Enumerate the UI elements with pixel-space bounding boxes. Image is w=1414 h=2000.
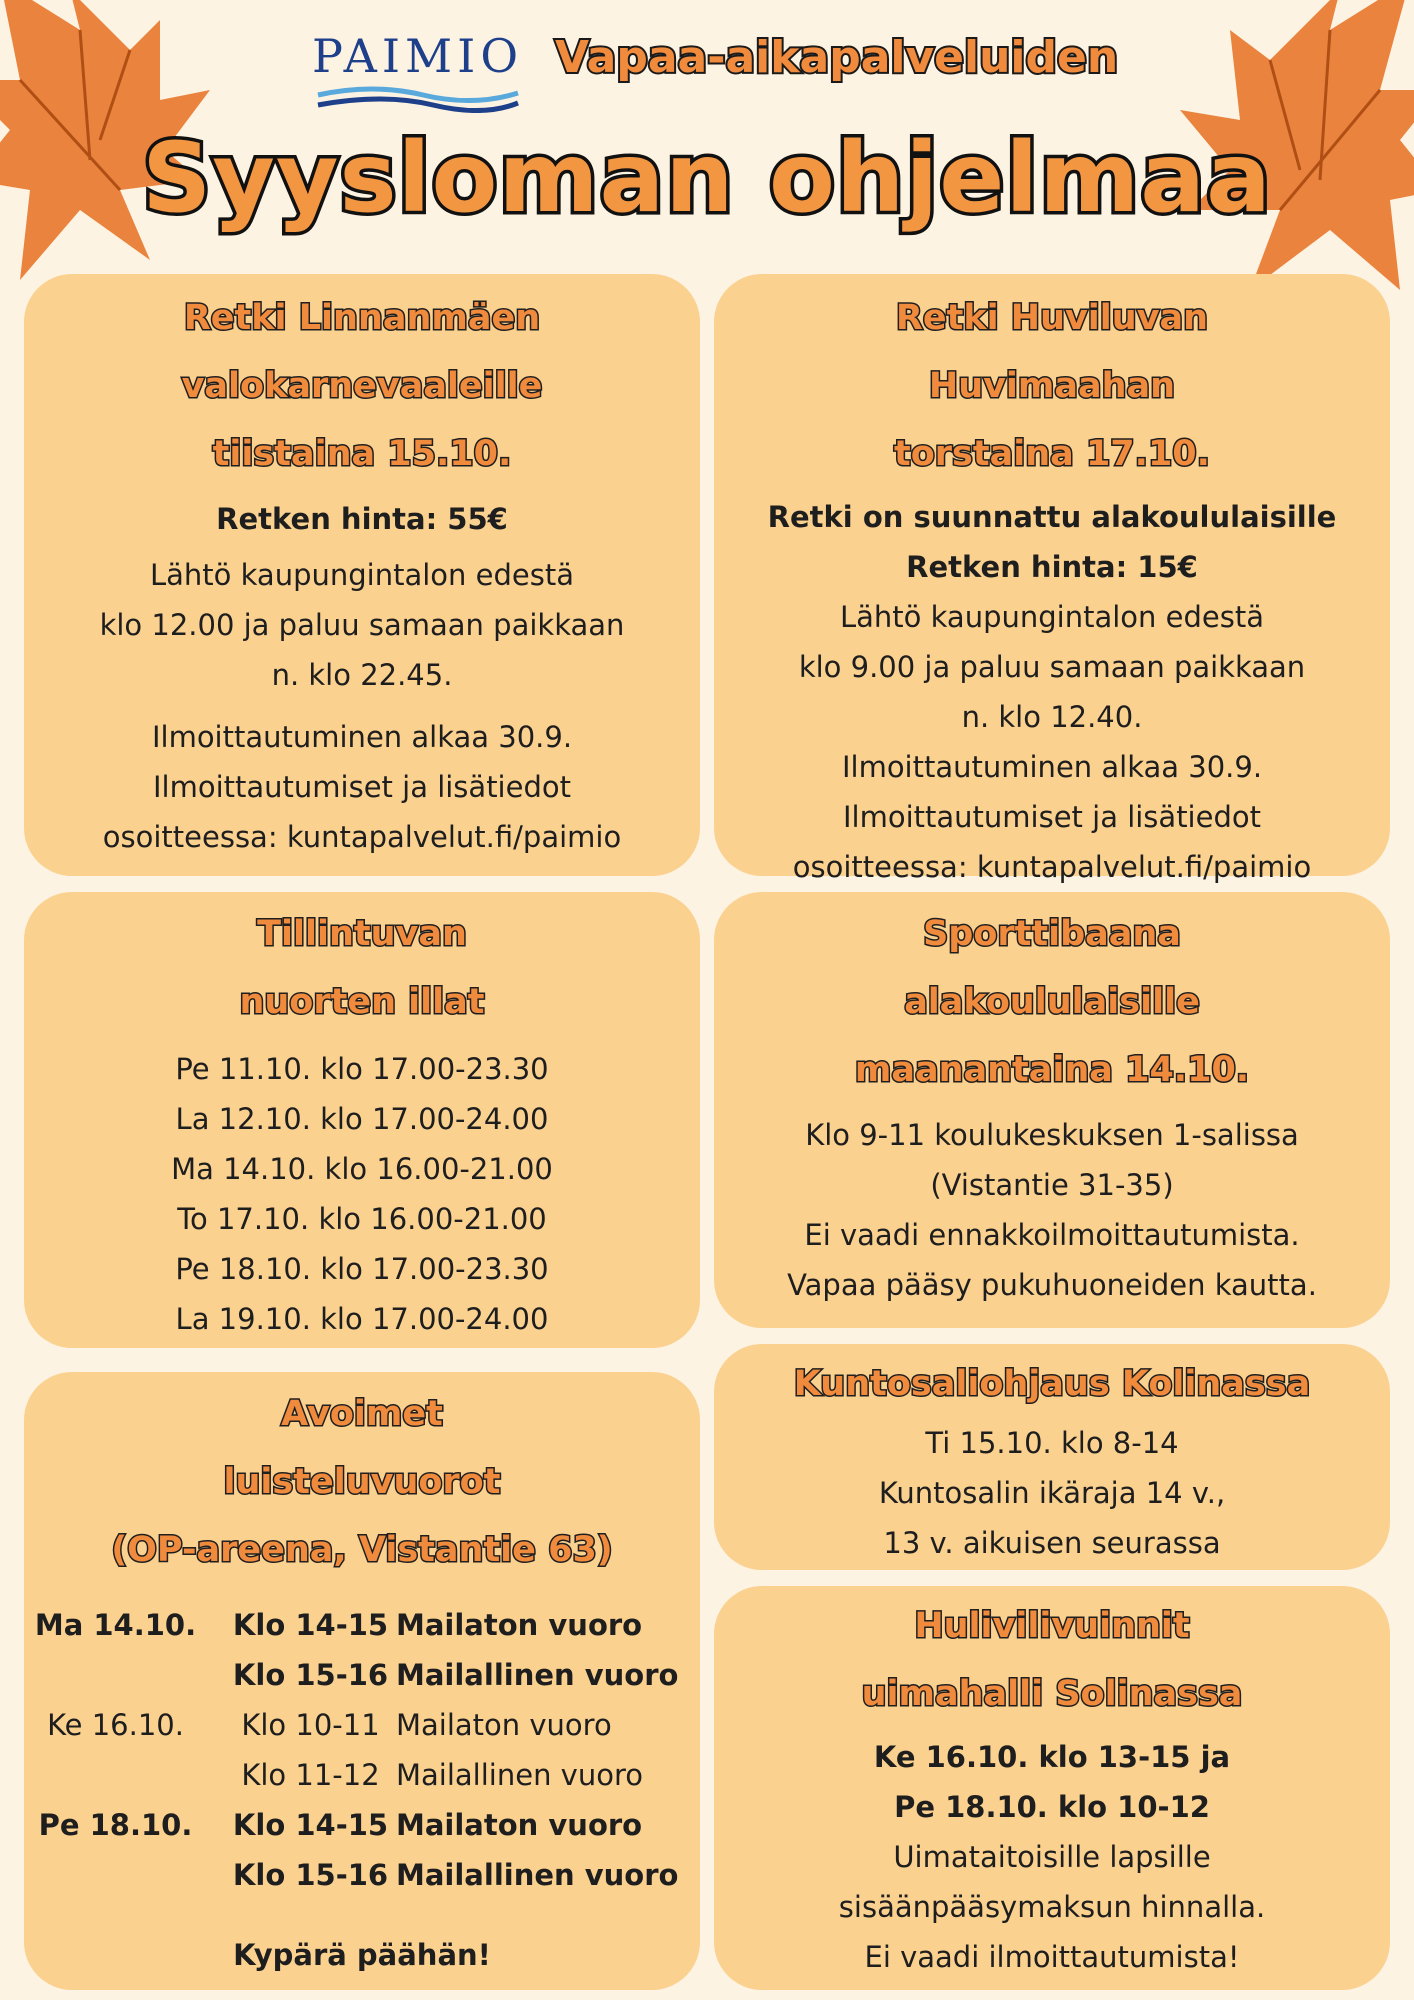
card-heading: uimahalli Solinassa xyxy=(861,1674,1243,1714)
schedule-slot: Mailaton vuoro xyxy=(396,1808,643,1842)
schedule-slot: Mailallinen vuoro xyxy=(396,1858,679,1892)
schedule-slot: Mailallinen vuoro xyxy=(396,1658,679,1692)
schedule-slot: Mailaton vuoro xyxy=(396,1708,612,1742)
info-line: 13 v. aikuisen seurassa xyxy=(883,1526,1221,1560)
schedule-row xyxy=(18,1750,698,1800)
schedule-day: Ma 14.10. xyxy=(34,1608,197,1642)
info-line: (Vistantie 31-35) xyxy=(930,1168,1174,1202)
info-line: Vapaa pääsy pukuhuoneiden kautta. xyxy=(787,1268,1317,1302)
price: Retken hinta: 15€ xyxy=(906,550,1198,584)
card-heading: luisteluvuorot xyxy=(223,1462,501,1502)
time-line: La 19.10. klo 17.00-24.00 xyxy=(175,1302,549,1336)
schedule-row xyxy=(18,1600,698,1650)
time-line: Pe 11.10. klo 17.00-23.30 xyxy=(175,1052,549,1086)
info-line: Ti 15.10. klo 8-14 xyxy=(925,1426,1179,1460)
info-line: sisäänpääsymaksun hinnalla. xyxy=(838,1890,1266,1924)
card-heading: nuorten illat xyxy=(239,982,485,1022)
time-line: Ma 14.10. klo 16.00-21.00 xyxy=(171,1152,553,1186)
schedule-time: Klo 14-15 xyxy=(232,1608,389,1642)
time-line: Pe 18.10. klo 17.00-23.30 xyxy=(175,1252,549,1286)
info-line: klo 9.00 ja paluu samaan paikkaan xyxy=(798,650,1306,684)
card-heading: alakoululaisille xyxy=(904,982,1200,1022)
info-line: Lähtö kaupungintalon edestä xyxy=(840,600,1264,634)
subtitle: Vapaa-aikapalveluiden xyxy=(555,32,1119,83)
schedule-row xyxy=(18,1650,698,1700)
card-heading: maanantaina 14.10. xyxy=(854,1050,1250,1090)
schedule-time: Klo 14-15 xyxy=(232,1808,389,1842)
departure-line: klo 12.00 ja paluu samaan paikkaan xyxy=(99,608,625,642)
schedule-row xyxy=(18,1850,698,1900)
card-kuntosali xyxy=(714,1344,1390,1570)
schedule-time: Klo 15-16 xyxy=(232,1658,389,1692)
card-heading: valokarnevaaleille xyxy=(181,366,543,406)
paimio-logo xyxy=(305,28,530,110)
time-line: La 12.10. klo 17.00-24.00 xyxy=(175,1102,549,1136)
page-title: Syysloman ohjelmaa xyxy=(142,122,1272,234)
info-line: Ei vaadi ilmoittautumista! xyxy=(864,1940,1240,1974)
card-huviluoto xyxy=(714,274,1390,884)
card-linnanmaki xyxy=(24,274,700,876)
card-heading: Sporttibaana xyxy=(923,914,1181,954)
schedule-row xyxy=(18,1800,698,1850)
card-heading: Retki Huviluvan xyxy=(895,298,1209,338)
schedule-row xyxy=(18,1700,698,1750)
card-heading: Hulivilivuinnit xyxy=(914,1606,1190,1646)
schedule-time: Klo 11-12 xyxy=(241,1758,380,1792)
card-tillintupa xyxy=(24,892,700,1348)
departure-line: Lähtö kaupungintalon edestä xyxy=(150,558,574,592)
card-heading: (OP-areena, Vistantie 63) xyxy=(111,1530,613,1570)
registration-line: Ilmoittautumiset ja lisätiedot xyxy=(153,770,571,804)
helmet-note: Kypärä päähän! xyxy=(233,1938,491,1972)
card-sporttibaana xyxy=(714,892,1390,1328)
price: Retken hinta: 55€ xyxy=(216,502,508,536)
card-heading: Kuntosaliohjaus Kolinassa xyxy=(793,1364,1311,1404)
time-line: Pe 18.10. klo 10-12 xyxy=(894,1790,1210,1824)
card-heading: Huvimaahan xyxy=(928,366,1176,406)
schedule-time: Klo 10-11 xyxy=(241,1708,380,1742)
logo-text: PAIMIO xyxy=(311,29,524,83)
info-line: Ilmoittautumiset ja lisätiedot xyxy=(843,800,1261,834)
schedule-slot: Mailaton vuoro xyxy=(396,1608,643,1642)
logo-wave-icon xyxy=(313,83,523,113)
info-line: osoitteessa: kuntapalvelut.fi/paimio xyxy=(792,850,1312,884)
card-heading: Tillintuvan xyxy=(257,914,467,954)
card-heading: Retki Linnanmäen xyxy=(183,298,541,338)
registration-line: Ilmoittautuminen alkaa 30.9. xyxy=(151,720,573,754)
audience: Retki on suunnattu alakoululaisille xyxy=(767,500,1337,534)
departure-line: n. klo 22.45. xyxy=(271,658,453,692)
info-line: Klo 9-11 koulukeskuksen 1-salissa xyxy=(805,1118,1299,1152)
info-line: n. klo 12.40. xyxy=(961,700,1143,734)
info-line: Ei vaadi ennakkoilmoittautumista. xyxy=(804,1218,1300,1252)
registration-line: osoitteessa: kuntapalvelut.fi/paimio xyxy=(102,820,622,854)
info-line: Ilmoittautuminen alkaa 30.9. xyxy=(841,750,1263,784)
card-heading: tiistaina 15.10. xyxy=(212,434,512,474)
schedule-day: Pe 18.10. xyxy=(38,1808,193,1842)
card-heading: torstaina 17.10. xyxy=(894,434,1210,474)
card-uimahalli xyxy=(714,1586,1390,1990)
schedule-slot: Mailallinen vuoro xyxy=(396,1758,643,1792)
schedule-time: Klo 15-16 xyxy=(232,1858,389,1892)
info-line: Kuntosalin ikäraja 14 v., xyxy=(878,1476,1226,1510)
time-line: Ke 16.10. klo 13-15 ja xyxy=(873,1740,1231,1774)
info-line: Uimataitoisille lapsille xyxy=(893,1840,1211,1874)
card-heading: Avoimet xyxy=(281,1394,443,1434)
time-line: To 17.10. klo 16.00-21.00 xyxy=(177,1202,547,1236)
schedule-day: Ke 16.10. xyxy=(47,1708,184,1742)
